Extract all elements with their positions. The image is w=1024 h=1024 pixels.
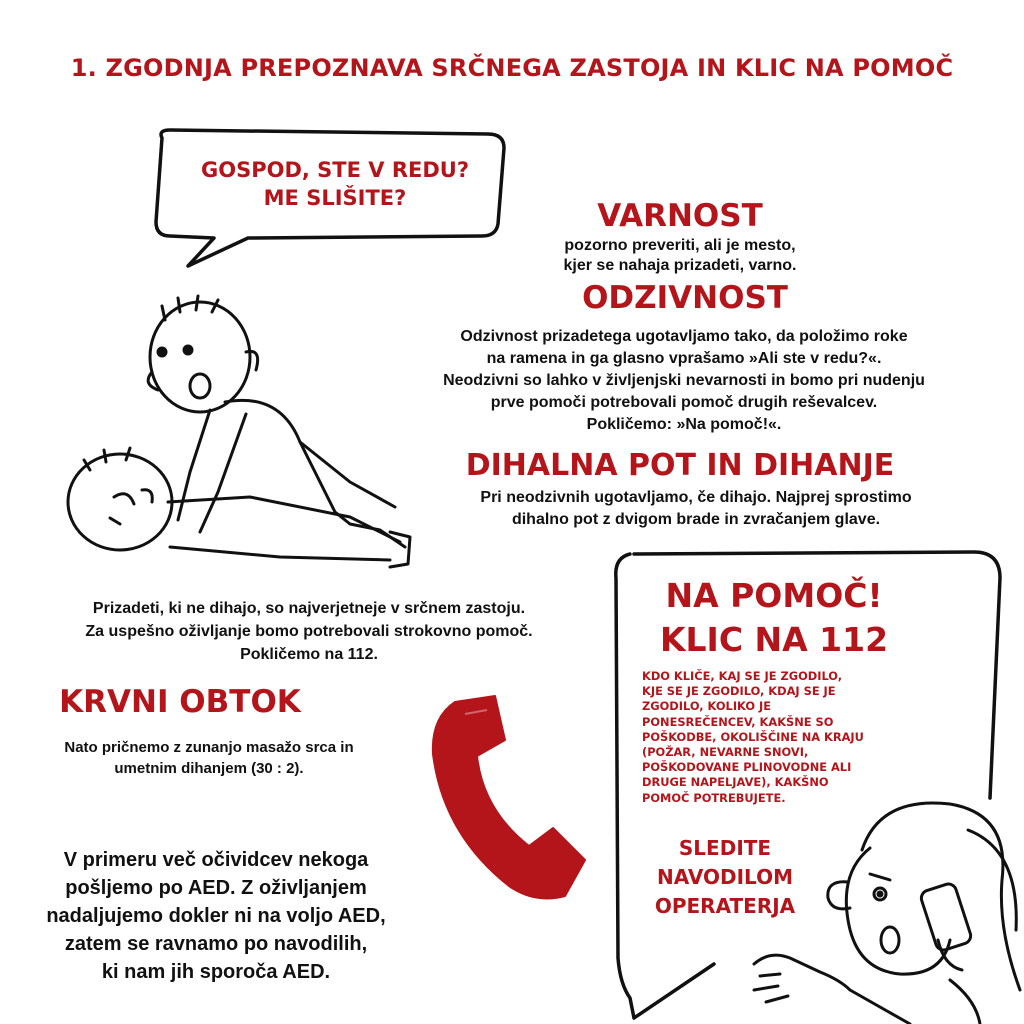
speech-bubble-text: GOSPOD, STE V REDU? ME SLIŠITE? (200, 158, 470, 210)
zastoj-text: Prizadeti, ki ne dihajo, so najverjetneje v srčnem zastoju. Za uspešno oživljanje bomo potrebovali strokovno pomoč. Pokličemo na 112. (85, 600, 533, 663)
varnost-text: pozorno preveriti, ali je mesto, kjer se nahaja prizadeti, varno. (563, 237, 797, 275)
krvni-obtok-heading: KRVNI OBTOK (59, 684, 301, 720)
krvni-obtok-text: Nato pričnemo z zunanjo masažo srca in umetnim dihanjem (30 : 2). (64, 739, 354, 777)
odzivnost-heading: ODZIVNOST (582, 280, 788, 316)
aed-text: V primeru več očividcev nekoga pošljemo po AED. Z oživljanjem nadaljujemo dokler ni na voljo AED, zatem se ravnamo po navodilih, ki nam jih sporoča AED. (46, 849, 386, 983)
page-title: 1. ZGODNJA PREPOZNAVA SRČNEGA ZASTOJA IN KLIC NA POMOČ (70, 54, 954, 82)
caller-illustration (730, 790, 1024, 1024)
dihanje-text: Pri neodzivnih ugotavljamo, če dihajo. Najprej sprostimo dihalno pot z dvigom brade in zvračanjem glave. (480, 489, 912, 528)
call-heading: NA POMOČ! KLIC NA 112 (659, 576, 889, 659)
phone-handset-icon (425, 690, 595, 910)
odzivnost-text: Odzivnost prizadetega ugotavljamo tako, da položimo roke na ramena in ga glasno vprašamo »Ali ste v redu?«. Neodzivni so lahko v življenjski nevarnosti in bomo pri nudenju prve pomoči potrebovali pomoč drugih reševalcev. Pokličemo: »Na pomoč!«. (443, 328, 925, 433)
varnost-heading: VARNOST (597, 198, 763, 234)
rescuer-illustration (50, 292, 430, 582)
dihanje-heading: DIHALNA POT IN DIHANJE (465, 448, 895, 483)
call-details: KDO KLIČE, KAJ SE JE ZGODILO, KJE SE JE ZGODILO, KDAJ SE JE ZGODILO, KOLIKO JE PONESREČENCEV, KAKŠNE SO POŠKODBE, OKOLIŠČINE NA KRAJU (POŽAR, NEVARNE SNOVI, POŠKODOVANE PLINOVODNE ALI DRUGE NAPELJAVE), KAKŠNO POMOČ POTREBUJETE. (642, 669, 864, 805)
call-footer: SLEDITE NAVODILOM OPERATERJA (654, 836, 796, 918)
